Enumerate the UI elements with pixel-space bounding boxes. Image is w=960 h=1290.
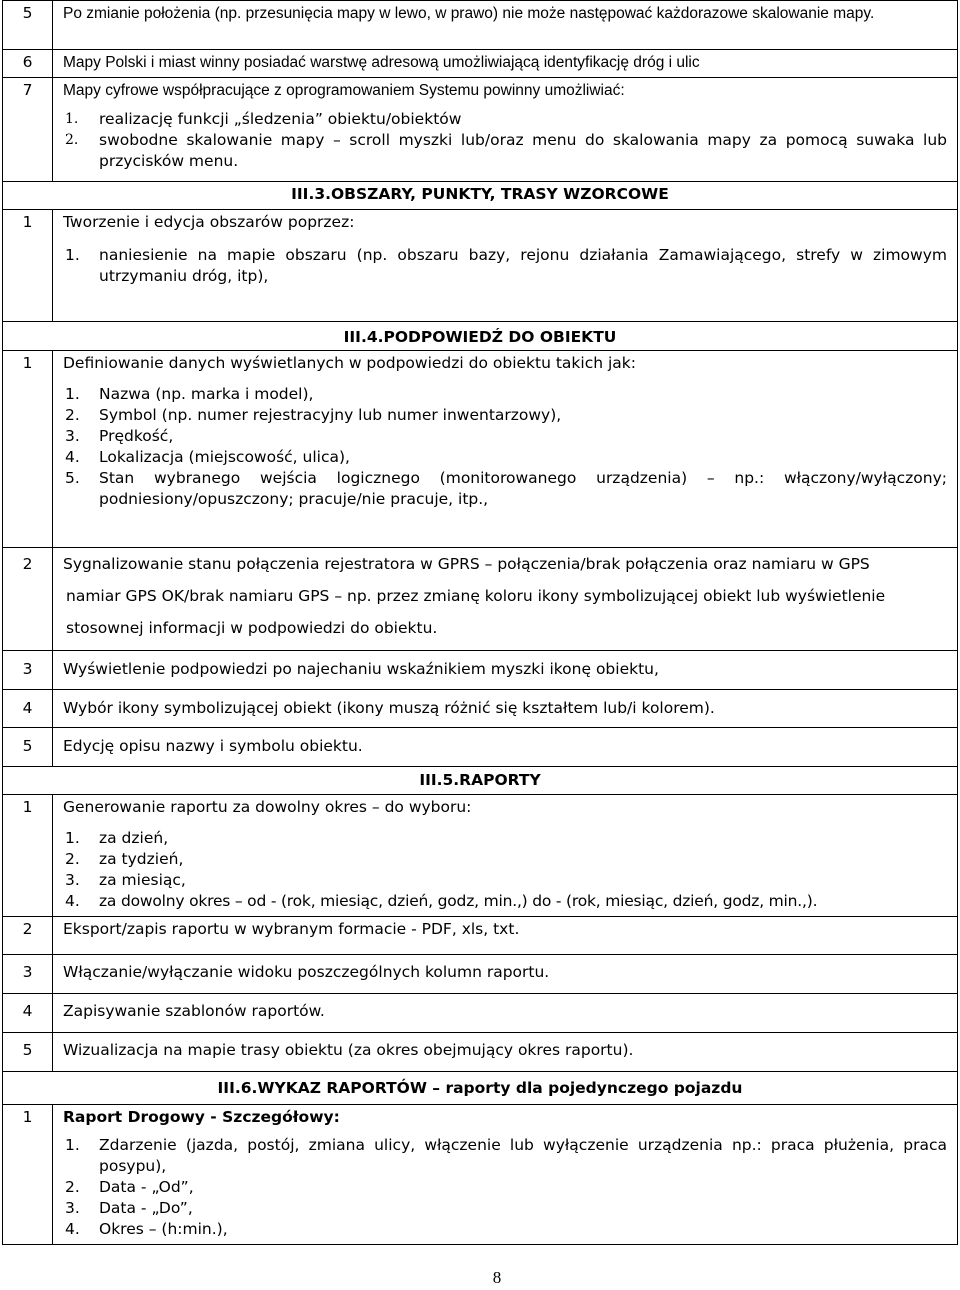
- list-number: 1.: [65, 111, 79, 127]
- list-text: Okres – (h:min.),: [99, 1220, 228, 1238]
- list-number: 4.: [65, 1220, 80, 1238]
- row-text: Eksport/zapis raportu w wybranym formacie - PDF, xls, txt.: [53, 917, 958, 955]
- list-text: Prędkość,: [99, 427, 174, 445]
- list-text: za dzień,: [99, 829, 169, 847]
- table-row: [3, 548, 958, 651]
- table-row: [3, 690, 958, 728]
- numbered-list: [63, 384, 947, 510]
- table-row: [3, 795, 958, 917]
- section-title: III.5.RAPORTY: [3, 767, 958, 795]
- list-number: 5.: [65, 469, 80, 487]
- table-row: [3, 1033, 958, 1072]
- row-text: Tworzenie i edycja obszarów poprzez:: [63, 213, 355, 231]
- row-number: 7: [3, 78, 53, 182]
- row-text: Wyświetlenie podpowiedzi po najechaniu wskaźnikiem myszki ikonę obiektu,: [53, 651, 958, 690]
- row-text: Definiowanie danych wyświetlanych w podpowiedzi do obiektu takich jak:: [63, 354, 636, 372]
- list-item: [63, 109, 947, 130]
- list-item: [63, 849, 947, 870]
- numbered-list: [63, 828, 947, 912]
- row-text: Wizualizacja na mapie trasy obiektu (za okres obejmujący okres raportu).: [53, 1033, 958, 1072]
- list-text: Nazwa (np. marka i model),: [99, 385, 314, 403]
- row-number: 5: [3, 728, 53, 767]
- list-number: 2.: [65, 406, 80, 424]
- row-text: Mapy cyfrowe współpracujące z oprogramowaniem Systemu powinny umożliwiać:: [63, 82, 625, 99]
- table-row: [3, 728, 958, 767]
- table-row: [3, 210, 958, 322]
- row-number: 1: [3, 351, 53, 548]
- list-item: [63, 1219, 947, 1240]
- list-text: za dowolny okres – od - (rok, miesiąc, dzień, godz, min.,) do - (rok, miesiąc, dzień, godz, min.,).: [99, 892, 818, 910]
- row-text-line-3: stosownej informacji w podpowiedzi do obiektu.: [66, 619, 438, 637]
- list-text: za miesiąc,: [99, 871, 186, 889]
- list-number: 1.: [65, 1136, 80, 1154]
- list-text: Data - „Do”,: [99, 1199, 193, 1217]
- list-item: [63, 130, 947, 172]
- numbered-list: [63, 109, 947, 172]
- row-number: 1: [3, 795, 53, 917]
- row-number: 2: [3, 548, 53, 651]
- list-item: [63, 384, 947, 405]
- section-title: III.4.PODPOWIEDŹ DO OBIEKTU: [3, 322, 958, 351]
- list-number: 4.: [65, 448, 80, 466]
- numbered-list: [63, 245, 947, 287]
- list-item: [63, 447, 947, 468]
- section-header-row: [3, 767, 958, 795]
- section-title: III.6.WYKAZ RAPORTÓW – raporty dla pojedynczego pojazdu: [3, 1072, 958, 1105]
- list-number: 1.: [65, 385, 80, 403]
- row-number: 6: [3, 50, 53, 78]
- section-header-row: [3, 1072, 958, 1105]
- list-number: 2.: [65, 132, 79, 148]
- list-text: Zdarzenie (jazda, postój, zmiana ulicy, włączenie lub wyłączenie urządzenia np.: praca płużenia, praca posypu),: [99, 1136, 947, 1175]
- table-row: [3, 955, 958, 994]
- table-row: [3, 50, 958, 78]
- numbered-list: [63, 1135, 947, 1240]
- list-text: Lokalizacja (miejscowość, ulica),: [99, 448, 350, 466]
- row-number: 1: [3, 210, 53, 322]
- list-item: [63, 828, 947, 849]
- list-text: Data - „Od”,: [99, 1178, 194, 1196]
- list-text: realizację funkcji „śledzenia” obiektu/obiektów: [99, 110, 462, 128]
- list-item: [63, 468, 947, 510]
- document-page: [2, 0, 958, 1245]
- list-item: [63, 1177, 947, 1198]
- row-text: Zapisywanie szablonów raportów.: [53, 994, 958, 1033]
- row-text: Sygnalizowanie stanu połączenia rejestratora w GPRS – połączenia/brak połączenia oraz namiaru w GPS: [63, 555, 870, 573]
- list-number: 2.: [65, 1178, 80, 1196]
- list-text: Symbol (np. numer rejestracyjny lub numer inwentarzowy),: [99, 406, 562, 424]
- table-row: [3, 994, 958, 1033]
- table-row: [3, 1, 958, 50]
- row-text: Generowanie raportu za dowolny okres – do wyboru:: [63, 798, 472, 816]
- row-content: [53, 548, 958, 651]
- row-text: Wybór ikony symbolizującej obiekt (ikony muszą różnić się kształtem lub/i kolorem).: [53, 690, 958, 728]
- row-text: Edycję opisu nazwy i symbolu obiektu.: [53, 728, 958, 767]
- row-text: Raport Drogowy - Szczegółowy:: [63, 1108, 340, 1126]
- list-number: 4.: [65, 892, 80, 910]
- list-number: 1.: [65, 829, 80, 847]
- row-text-line-2: namiar GPS OK/brak namiaru GPS – np. przez zmianę koloru ikony symbolizującej obiekt lub wyświetlenie: [66, 587, 886, 605]
- row-number: 4: [3, 994, 53, 1033]
- list-number: 3.: [65, 1199, 80, 1217]
- section-header-row: [3, 182, 958, 210]
- list-number: 1.: [65, 246, 80, 264]
- list-item: [63, 870, 947, 891]
- requirements-table: [2, 0, 958, 1245]
- row-text: Po zmianie położenia (np. przesunięcia mapy w lewo, w prawo) nie może następować każdorazowe skalowanie mapy.: [53, 1, 958, 50]
- list-number: 2.: [65, 850, 80, 868]
- row-text: Mapy Polski i miast winny posiadać warstwę adresową umożliwiającą identyfikację dróg i ulic: [53, 50, 958, 78]
- row-number: 3: [3, 651, 53, 690]
- row-text: Włączanie/wyłączanie widoku poszczególnych kolumn raportu.: [53, 955, 958, 994]
- section-title: III.3.OBSZARY, PUNKTY, TRASY WZORCOWE: [3, 182, 958, 210]
- row-content: [53, 210, 958, 322]
- list-number: 3.: [65, 871, 80, 889]
- list-item: [63, 426, 947, 447]
- row-content: [53, 351, 958, 548]
- row-number: 5: [3, 1, 53, 50]
- table-row: [3, 1105, 958, 1245]
- row-number: 1: [3, 1105, 53, 1245]
- row-content: [53, 1105, 958, 1245]
- row-content: [53, 78, 958, 182]
- table-row: [3, 651, 958, 690]
- table-row: [3, 917, 958, 955]
- list-item: [63, 1198, 947, 1219]
- list-text: za tydzień,: [99, 850, 184, 868]
- table-row: [3, 351, 958, 548]
- row-number: 4: [3, 690, 53, 728]
- list-item: [63, 891, 947, 912]
- row-content: [53, 795, 958, 917]
- list-item: [63, 1135, 947, 1177]
- list-text: naniesienie na mapie obszaru (np. obszaru bazy, rejonu działania Zamawiającego, strefy w zimowym utrzymaniu dróg, itp),: [99, 246, 947, 285]
- row-number: 2: [3, 917, 53, 955]
- table-row: [3, 78, 958, 182]
- list-text: Stan wybranego wejścia logicznego (monitorowanego urządzenia) – np.: włączony/wyłączony; podniesiony/opuszczony; pracuje/nie pracuje, itp.,: [99, 469, 947, 508]
- page-number: 8: [492, 1268, 502, 1287]
- row-number: 5: [3, 1033, 53, 1072]
- list-item: [63, 245, 947, 287]
- list-item: [63, 405, 947, 426]
- list-text: swobodne skalowanie mapy – scroll myszki lub/oraz menu do skalowania mapy za pomocą suwaka lub przycisków menu.: [99, 131, 947, 170]
- row-number: 3: [3, 955, 53, 994]
- section-header-row: [3, 322, 958, 351]
- list-number: 3.: [65, 427, 80, 445]
